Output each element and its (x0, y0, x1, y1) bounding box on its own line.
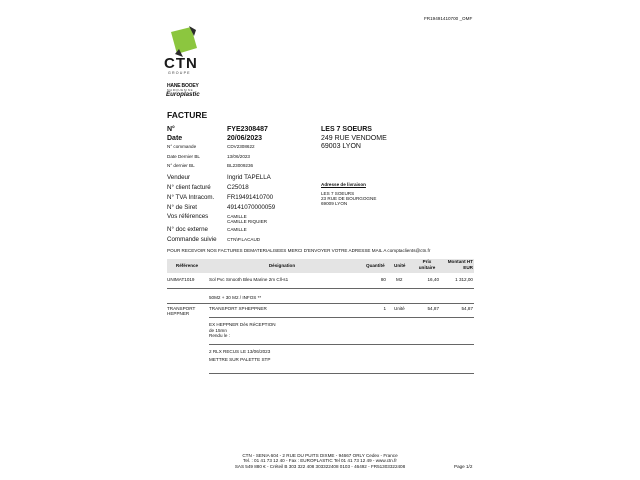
customer-name: LES 7 SOEURS (321, 126, 372, 133)
row-quantity: 1 (383, 306, 386, 311)
row-divider (209, 344, 474, 345)
ctn-logo (163, 24, 203, 76)
row-divider (167, 303, 474, 304)
last-delivery-date-label: Date Dernier BL (167, 154, 200, 159)
row-unit: M2 (396, 277, 403, 282)
delivery-name: LES 7 SOEURS (321, 191, 355, 196)
footer-line-2: Tel. : 01 41 73 12 40 - Fax : EUROPLASTIC Tel 01 41 73 12 49 - www.ctn.fr (243, 458, 397, 463)
row-divider (209, 373, 474, 374)
row-reference-2: HEPPNER (167, 311, 190, 316)
row-unit-price: 16,40 (427, 277, 439, 282)
hane-logo: HANE BOOEY (167, 83, 199, 89)
row-amount: 54,87 (461, 306, 473, 311)
row-divider (167, 288, 474, 289)
order-followed-label: Commande suivie (167, 236, 217, 243)
row-designation: TRANSPORT XPHEPPNER (209, 306, 267, 311)
ctn-logo-text: CTN (164, 55, 198, 72)
note-line: de 15mn (209, 328, 227, 333)
external-doc-label: N° doc externe (167, 226, 208, 233)
note-line: 2 RLX RECUS LE 13/06/2023 (209, 349, 271, 354)
document-reference: FR19491410700 _OMF (424, 16, 473, 21)
ctn-logo-icon (163, 24, 203, 58)
siret-label: N° de Siret (167, 204, 197, 211)
dematerialized-invoice-notice: POUR RECEVOIR NOS FACTURES DEMATERIALISEES MERCI D'ENVOYER VOTRE ADRESSE MAIL A comptaclients@ctn.fr (167, 248, 431, 253)
last-delivery-number-value: BL23009236 (227, 163, 254, 168)
vat-number-value: FR19491410700 (227, 194, 274, 201)
row-reference: UNIMAT1019 (167, 277, 195, 282)
row-info-line: 50M2 + 30 M2 / INFOS ** (209, 295, 262, 300)
invoice-number-value: FYE2308487 (227, 126, 268, 133)
europlastic-logo: Europlastic (166, 91, 200, 98)
column-header-quantity: Quantité (366, 263, 385, 268)
invoice-number-label: N° (167, 126, 175, 133)
order-followed-value: CTN\P.LACAUD (227, 237, 261, 242)
order-number-label: N° commande (167, 144, 197, 149)
row-designation: Sol Pvc Smooth Bleu Marine 2m Cll-s1 (209, 277, 289, 282)
siret-value: 49141070000059 (227, 204, 276, 211)
invoice-date-label: Date (167, 135, 183, 142)
delivery-address-line2: 69009 LYON (321, 201, 348, 206)
footer-line-1: CTN - SENIA 604 - 2 RUE DU PUITS DIXME - 94667 ORLY Cedex - France (242, 453, 398, 458)
delivery-heading: Adresse de livraison (321, 182, 366, 187)
references-value-2: CAMILLE RIQUIER (227, 219, 268, 224)
row-divider (209, 317, 474, 318)
customer-address-line1: 249 RUE VENDOME (321, 135, 387, 142)
row-quantity: 80 (380, 277, 386, 282)
external-doc-value: CAMILLE (227, 227, 247, 232)
row-unit: Unité (394, 306, 405, 311)
page-number: Page 1/2 (454, 464, 473, 469)
last-delivery-number-label: N° dernier BL (167, 163, 195, 168)
note-line: Rendu le : (209, 333, 230, 338)
note-line: METTRE SUR PALETTE STP (209, 357, 271, 362)
customer-address-line2: 69003 LYON (321, 143, 361, 150)
column-header-unit: Unité (394, 263, 406, 268)
column-header-unit-price: Prix unitaire (418, 259, 436, 270)
last-delivery-date-value: 13/06/2023 (227, 154, 250, 159)
client-number-value: C25018 (227, 184, 249, 191)
references-label: Vos références (167, 213, 209, 220)
vat-number-label: N° TVA Intracom. (167, 194, 215, 201)
column-header-amount: Montant HT EUR (447, 259, 473, 270)
seller-label: Vendeur (167, 174, 191, 181)
order-number-value: CDV2308622 (227, 144, 255, 149)
client-number-label: N° client facturé (167, 184, 211, 191)
references-value: CAMILLE (227, 214, 247, 219)
hane-logo-subtext: MARQUESINE (167, 88, 194, 92)
ctn-logo-subtext: GROUPE (168, 71, 191, 75)
row-unit-price: 54,87 (427, 306, 439, 311)
row-reference: TRANSPORT (167, 306, 196, 311)
footer-line-3: SAS 549 880 € - Créteil B 303 322 408 303322408 0103 - 46492 - FR51303322408 (234, 464, 406, 469)
row-amount: 1 312,00 (455, 277, 473, 282)
delivery-address-line1: 23 RUE DE BOURGOGNE (321, 196, 377, 201)
column-header-reference: Référence (175, 263, 199, 268)
seller-value: Ingrid TAPELLA (227, 174, 271, 181)
page-title: FACTURE (167, 110, 208, 120)
note-line: EX HEPPNER Dès RéCEPTION (209, 322, 276, 327)
invoice-date-value: 20/06/2023 (227, 135, 263, 142)
column-header-designation: Désignation (268, 263, 296, 268)
